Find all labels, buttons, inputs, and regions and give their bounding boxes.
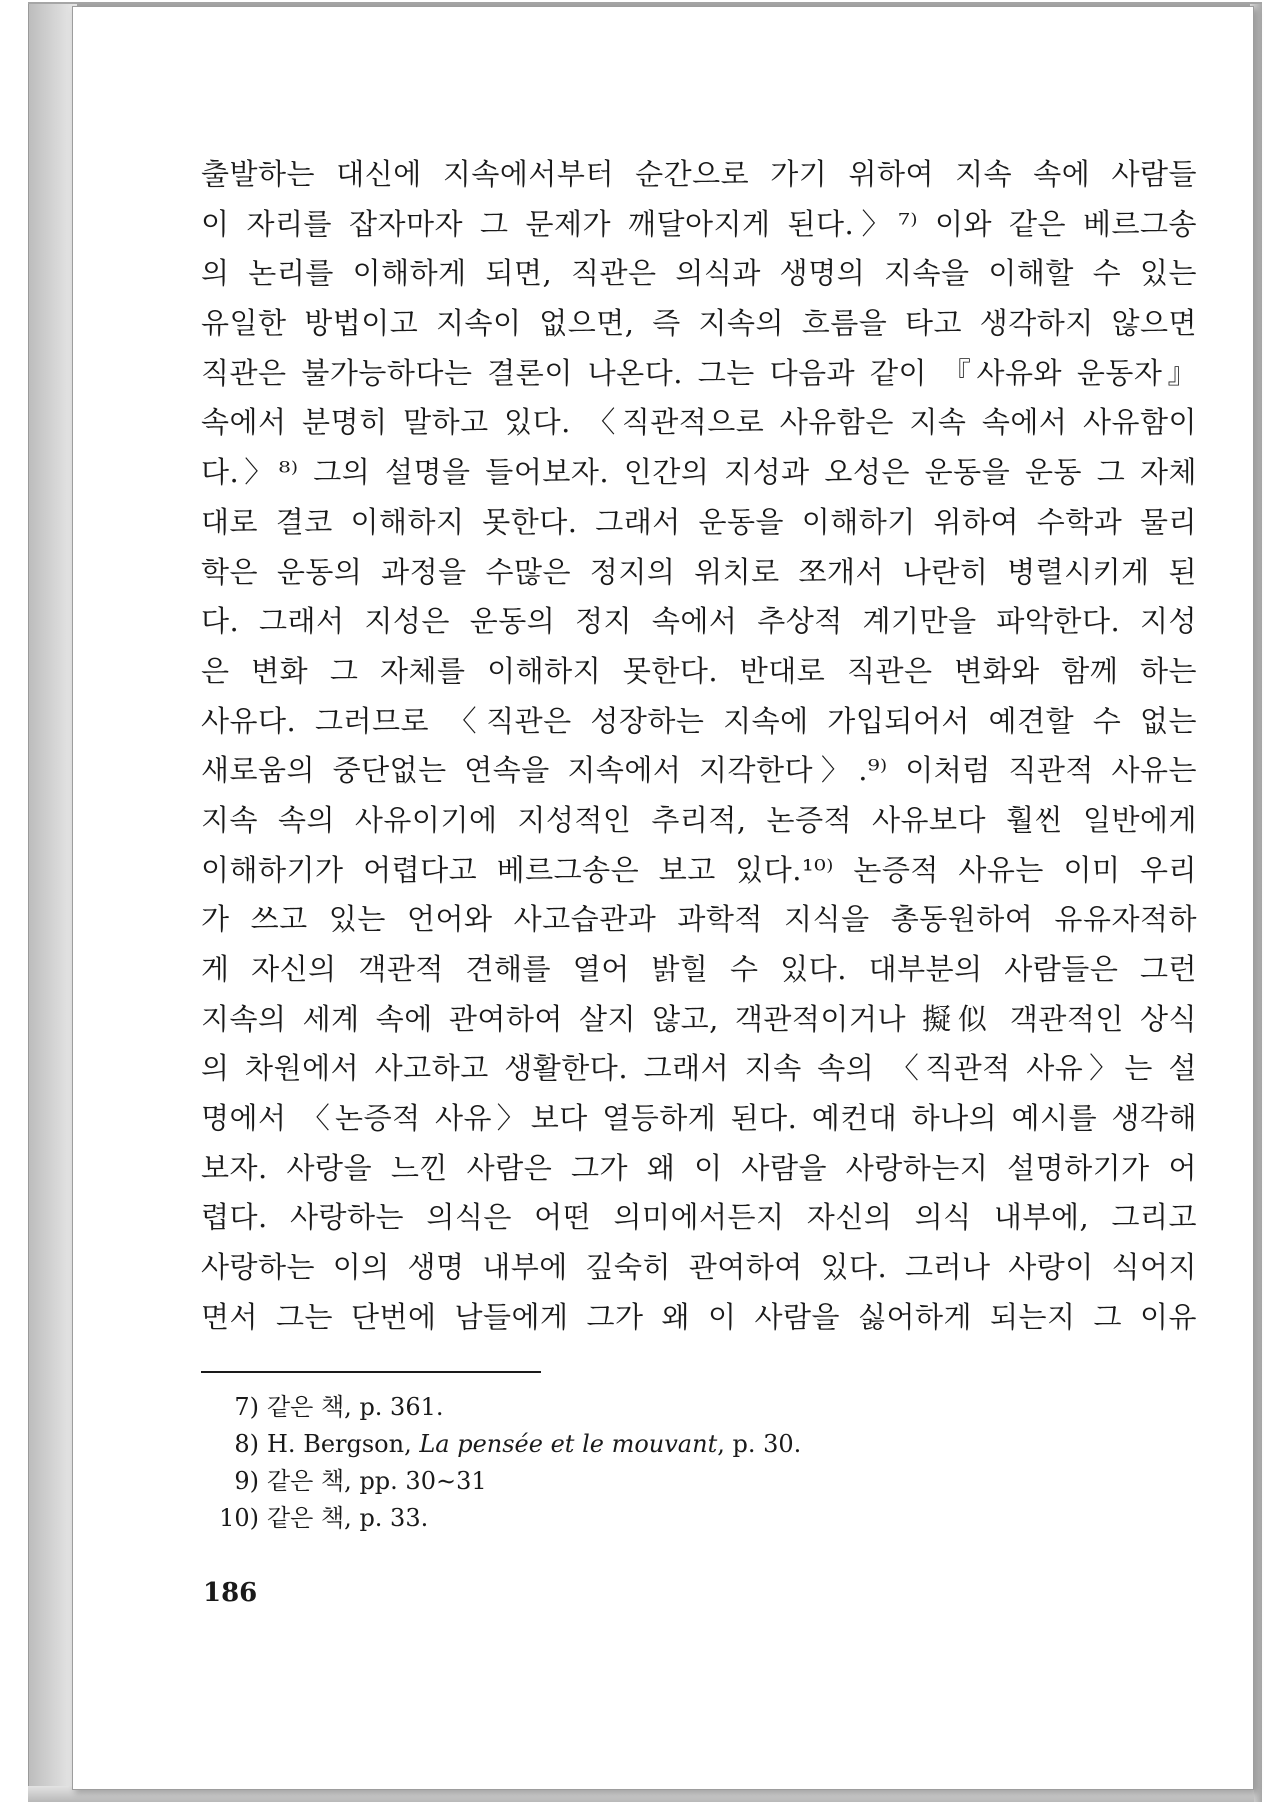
page-number: 186 xyxy=(203,1578,258,1608)
text-line: 은 변화 그 자체를 이해하지 못한다. 반대로 직관은 변화와 함께 하는 xyxy=(201,653,1197,688)
text-line: 면서 그는 단번에 남들에게 그가 왜 이 사람을 싫어하게 되는지 그 이유 xyxy=(201,1299,1197,1334)
footnote-number: 7) xyxy=(234,1393,259,1421)
footnotes xyxy=(201,1389,901,1537)
text-line: 사유다. 그러므로 〈직관은 성장하는 지속에 가입되어서 예견할 수 없는 xyxy=(201,703,1197,738)
footnote-text-suffix: , p. 30. xyxy=(717,1430,802,1458)
text-line: 지속 속의 사유이기에 지성적인 추리적, 논증적 사유보다 훨씬 일반에게 xyxy=(201,802,1197,837)
text-line: 다. 그래서 지성은 운동의 정지 속에서 추상적 계기만을 파악한다. 지성 xyxy=(201,604,1197,639)
body-text xyxy=(201,150,1197,1343)
text-line: 지속의 세계 속에 관여하여 살지 않고, 객관적이거나 擬似 객관적인 상식 xyxy=(201,1001,1197,1036)
footnote-number: 8) xyxy=(234,1430,259,1458)
text-line: 의 논리를 이해하게 되면, 직관은 의식과 생명의 지속을 이해할 수 있는 xyxy=(201,256,1197,291)
footnote-9 xyxy=(201,1463,901,1500)
text-line: 명에서 〈논증적 사유〉보다 열등하게 된다. 예컨대 하나의 예시를 생각해 xyxy=(201,1101,1197,1136)
footnote-7 xyxy=(201,1389,901,1426)
footnote-text: 같은 책, pp. 30∼31 xyxy=(267,1467,487,1495)
text-line: 대로 결코 이해하지 못한다. 그래서 운동을 이해하기 위하여 수학과 물리 xyxy=(201,504,1197,539)
text-line: 학은 운동의 과정을 수많은 정지의 위치로 쪼개서 나란히 병렬시키게 된 xyxy=(201,554,1197,589)
text-line: 사랑하는 이의 생명 내부에 깊숙히 관여하여 있다. 그러나 사랑이 식어지 xyxy=(201,1250,1197,1285)
book-page xyxy=(72,6,1254,1790)
book-spine-edge xyxy=(28,4,77,1802)
text-line: 렵다. 사랑하는 의식은 어떤 의미에서든지 자신의 의식 내부에, 그리고 xyxy=(201,1200,1197,1235)
footnote-number: 9) xyxy=(234,1467,259,1495)
footnote-separator xyxy=(201,1371,541,1373)
footnote-10 xyxy=(201,1500,901,1537)
text-line: 유일한 방법이고 지속이 없으면, 즉 지속의 흐름을 타고 생각하지 않으면 xyxy=(201,306,1197,341)
footnote-text: H. Bergson, xyxy=(267,1430,420,1458)
text-line: 의 차원에서 사고하고 생활한다. 그래서 지속 속의 〈직관적 사유〉는 설 xyxy=(201,1051,1197,1086)
footnote-book-title: La pensée et le mouvant xyxy=(419,1430,718,1458)
text-line: 이해하기가 어렵다고 베르그송은 보고 있다.¹⁰⁾ 논증적 사유는 이미 우리 xyxy=(201,852,1197,887)
footnote-number: 10) xyxy=(219,1504,259,1532)
footnote-8 xyxy=(201,1426,901,1463)
text-line: 다.〉⁸⁾ 그의 설명을 들어보자. 인간의 지성과 오성은 운동을 운동 그 자체 xyxy=(201,455,1197,490)
footnote-text: 같은 책, p. 361. xyxy=(267,1393,444,1421)
text-line: 직관은 불가능하다는 결론이 나온다. 그는 다음과 같이 『사유와 운동자』 xyxy=(201,355,1197,390)
text-line: 이 자리를 잡자마자 그 문제가 깨달아지게 된다.〉⁷⁾ 이와 같은 베르그송 xyxy=(201,206,1197,241)
text-line: 속에서 분명히 말하고 있다. 〈직관적으로 사유함은 지속 속에서 사유함이 xyxy=(201,405,1197,440)
text-line: 보자. 사랑을 느낀 사람은 그가 왜 이 사람을 사랑하는지 설명하기가 어 xyxy=(201,1150,1197,1185)
text-line: 가 쓰고 있는 언어와 사고습관과 과학적 지식을 총동원하여 유유자적하 xyxy=(201,902,1197,937)
footnote-text: 같은 책, p. 33. xyxy=(267,1504,429,1532)
text-line: 출발하는 대신에 지속에서부터 순간으로 가기 위하여 지속 속에 사람들 xyxy=(201,157,1197,191)
text-line: 게 자신의 객관적 견해를 열어 밝힐 수 있다. 대부분의 사람들은 그런 xyxy=(201,952,1197,986)
text-line: 새로움의 중단없는 연속을 지속에서 지각한다〉.⁹⁾ 이처럼 직관적 사유는 xyxy=(201,753,1197,788)
